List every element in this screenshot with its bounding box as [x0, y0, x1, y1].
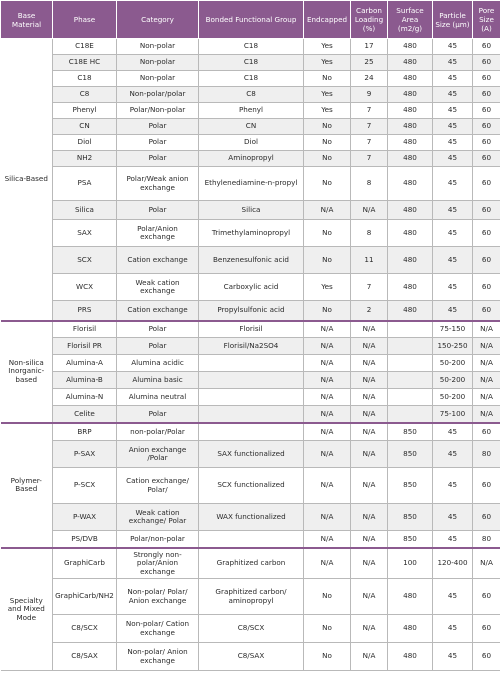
- cell-particle-size: 45: [433, 615, 473, 643]
- cell-category: Weak cation exchange: [117, 274, 199, 301]
- cell-particle-size: 45: [433, 71, 473, 87]
- cell-bonded-group: Silica: [199, 201, 304, 220]
- table-row: [1, 338, 500, 355]
- cell-carbon-loading: N/A: [351, 338, 388, 355]
- cell-bonded-group: Graphitized carbon: [199, 548, 304, 579]
- col-carbon-loading: Carbon Loading (%): [351, 1, 388, 39]
- cell-pore-size: N/A: [473, 548, 500, 579]
- table-row: [1, 201, 500, 220]
- cell-pore-size: 60: [473, 71, 500, 87]
- cell-carbon-loading: 2: [351, 301, 388, 321]
- table-row: [1, 406, 500, 423]
- col-bonded-group: Bonded Functional Group: [199, 1, 304, 39]
- cell-bonded-group: C8/SCX: [199, 615, 304, 643]
- cell-phase: Diol: [53, 135, 117, 151]
- cell-phase: P-SAX: [53, 441, 117, 468]
- cell-surface-area: 480: [388, 55, 433, 71]
- col-pore-size: Pore Size (A): [473, 1, 500, 39]
- cell-endcapped: No: [304, 119, 351, 135]
- cell-surface-area: [388, 389, 433, 406]
- cell-surface-area: 850: [388, 441, 433, 468]
- cell-endcapped: N/A: [304, 372, 351, 389]
- table-row: [1, 119, 500, 135]
- cell-particle-size: 45: [433, 247, 473, 274]
- cell-category: Alumina basic: [117, 372, 199, 389]
- cell-pore-size: 60: [473, 39, 500, 55]
- cell-bonded-group: C8: [199, 87, 304, 103]
- cell-endcapped: N/A: [304, 468, 351, 504]
- cell-carbon-loading: N/A: [351, 643, 388, 671]
- cell-category: Polar/Weak anion exchange: [117, 167, 199, 201]
- table-row: [1, 441, 500, 468]
- cell-category: Polar/non-polar: [117, 531, 199, 548]
- cell-particle-size: 120-400: [433, 548, 473, 579]
- cell-surface-area: 480: [388, 247, 433, 274]
- cell-endcapped: No: [304, 301, 351, 321]
- cell-category: Polar: [117, 119, 199, 135]
- cell-bonded-group: Graphitized carbon/ aminopropyl: [199, 579, 304, 615]
- cell-bonded-group: [199, 372, 304, 389]
- cell-particle-size: 45: [433, 579, 473, 615]
- cell-particle-size: 45: [433, 301, 473, 321]
- cell-bonded-group: [199, 355, 304, 372]
- cell-phase: SCX: [53, 247, 117, 274]
- base-material-group: Polymer-Based: [1, 423, 53, 548]
- cell-bonded-group: [199, 531, 304, 548]
- cell-phase: Alumina-A: [53, 355, 117, 372]
- cell-carbon-loading: 7: [351, 119, 388, 135]
- table-row: [1, 151, 500, 167]
- col-particle-size: Particle Size (µm): [433, 1, 473, 39]
- table-header: [1, 1, 500, 39]
- cell-surface-area: [388, 321, 433, 338]
- cell-surface-area: 480: [388, 274, 433, 301]
- table-row: [1, 372, 500, 389]
- cell-phase: C18E: [53, 39, 117, 55]
- cell-bonded-group: CN: [199, 119, 304, 135]
- cell-carbon-loading: N/A: [351, 531, 388, 548]
- cell-category: Cation exchange/ Polar/: [117, 468, 199, 504]
- cell-category: Non-polar/ Polar/ Anion exchange: [117, 579, 199, 615]
- cell-particle-size: 45: [433, 87, 473, 103]
- cell-bonded-group: Diol: [199, 135, 304, 151]
- cell-category: Cation exchange: [117, 301, 199, 321]
- cell-surface-area: 850: [388, 504, 433, 531]
- cell-phase: P-SCX: [53, 468, 117, 504]
- cell-category: non-polar/Polar: [117, 423, 199, 441]
- cell-surface-area: [388, 355, 433, 372]
- table-row: [1, 71, 500, 87]
- cell-particle-size: 45: [433, 119, 473, 135]
- cell-carbon-loading: 7: [351, 151, 388, 167]
- cell-phase: C8/SCX: [53, 615, 117, 643]
- cell-carbon-loading: N/A: [351, 355, 388, 372]
- cell-surface-area: 480: [388, 135, 433, 151]
- cell-surface-area: 480: [388, 167, 433, 201]
- cell-pore-size: 60: [473, 55, 500, 71]
- cell-surface-area: 480: [388, 103, 433, 119]
- col-category: Category: [117, 1, 199, 39]
- cell-carbon-loading: 8: [351, 220, 388, 247]
- cell-category: Alumina neutral: [117, 389, 199, 406]
- cell-endcapped: No: [304, 615, 351, 643]
- base-material-group: Silica-Based: [1, 39, 53, 321]
- cell-endcapped: No: [304, 247, 351, 274]
- cell-phase: NH2: [53, 151, 117, 167]
- cell-surface-area: [388, 372, 433, 389]
- cell-pore-size: 60: [473, 423, 500, 441]
- cell-phase: PRS: [53, 301, 117, 321]
- cell-endcapped: N/A: [304, 389, 351, 406]
- cell-particle-size: 45: [433, 135, 473, 151]
- cell-phase: P-WAX: [53, 504, 117, 531]
- cell-endcapped: No: [304, 579, 351, 615]
- cell-particle-size: 50-200: [433, 355, 473, 372]
- cell-particle-size: 50-200: [433, 372, 473, 389]
- cell-endcapped: N/A: [304, 531, 351, 548]
- cell-endcapped: No: [304, 643, 351, 671]
- cell-carbon-loading: N/A: [351, 423, 388, 441]
- cell-bonded-group: Propylsulfonic acid: [199, 301, 304, 321]
- cell-bonded-group: [199, 406, 304, 423]
- cell-phase: WCX: [53, 274, 117, 301]
- cell-category: Cation exchange: [117, 247, 199, 274]
- col-phase: Phase: [53, 1, 117, 39]
- cell-endcapped: No: [304, 167, 351, 201]
- cell-endcapped: No: [304, 135, 351, 151]
- cell-bonded-group: WAX functionalized: [199, 504, 304, 531]
- col-surface-area: Surface Area (m2/g): [388, 1, 433, 39]
- table-row: [1, 548, 500, 579]
- cell-particle-size: 75-150: [433, 321, 473, 338]
- cell-surface-area: 850: [388, 531, 433, 548]
- cell-pore-size: 60: [473, 103, 500, 119]
- cell-phase: Florisil: [53, 321, 117, 338]
- cell-phase: SAX: [53, 220, 117, 247]
- cell-endcapped: Yes: [304, 39, 351, 55]
- cell-phase: BRP: [53, 423, 117, 441]
- cell-phase: Phenyl: [53, 103, 117, 119]
- cell-endcapped: No: [304, 220, 351, 247]
- cell-bonded-group: Trimethylaminopropyl: [199, 220, 304, 247]
- cell-category: Anion exchange /Polar: [117, 441, 199, 468]
- table-row: [1, 504, 500, 531]
- cell-pore-size: N/A: [473, 406, 500, 423]
- table-row: [1, 135, 500, 151]
- cell-pore-size: 60: [473, 151, 500, 167]
- cell-phase: Silica: [53, 201, 117, 220]
- cell-pore-size: 60: [473, 167, 500, 201]
- cell-pore-size: N/A: [473, 338, 500, 355]
- cell-carbon-loading: N/A: [351, 548, 388, 579]
- cell-particle-size: 150-250: [433, 338, 473, 355]
- cell-surface-area: 850: [388, 468, 433, 504]
- cell-category: Non-polar: [117, 39, 199, 55]
- cell-surface-area: 480: [388, 579, 433, 615]
- cell-phase: Alumina-B: [53, 372, 117, 389]
- cell-category: Alumina acidic: [117, 355, 199, 372]
- cell-category: Non-polar/ Anion exchange: [117, 643, 199, 671]
- cell-particle-size: 45: [433, 167, 473, 201]
- table-row: [1, 220, 500, 247]
- cell-pore-size: N/A: [473, 389, 500, 406]
- table-row: [1, 55, 500, 71]
- cell-category: Polar/Anion exchange: [117, 220, 199, 247]
- cell-endcapped: N/A: [304, 423, 351, 441]
- table-row: [1, 615, 500, 643]
- col-endcapped: Endcapped: [304, 1, 351, 39]
- cell-category: Polar: [117, 406, 199, 423]
- cell-particle-size: 45: [433, 441, 473, 468]
- cell-bonded-group: C18: [199, 71, 304, 87]
- cell-carbon-loading: N/A: [351, 468, 388, 504]
- cell-endcapped: N/A: [304, 338, 351, 355]
- cell-surface-area: 480: [388, 39, 433, 55]
- cell-carbon-loading: 17: [351, 39, 388, 55]
- cell-pore-size: 60: [473, 119, 500, 135]
- cell-carbon-loading: N/A: [351, 441, 388, 468]
- cell-carbon-loading: 8: [351, 167, 388, 201]
- table-row: [1, 103, 500, 119]
- cell-phase: C18E HC: [53, 55, 117, 71]
- cell-endcapped: N/A: [304, 441, 351, 468]
- cell-pore-size: 60: [473, 301, 500, 321]
- cell-particle-size: 50-200: [433, 389, 473, 406]
- base-material-group: Specialty and Mixed Mode: [1, 548, 53, 671]
- cell-category: Polar: [117, 201, 199, 220]
- cell-phase: PSA: [53, 167, 117, 201]
- cell-category: Non-polar: [117, 71, 199, 87]
- table-row: [1, 167, 500, 201]
- cell-particle-size: 45: [433, 201, 473, 220]
- base-material-group: Non-silica Inorganic-based: [1, 321, 53, 423]
- cell-bonded-group: C18: [199, 39, 304, 55]
- cell-particle-size: 45: [433, 55, 473, 71]
- cell-bonded-group: Ethylenediamine-n-propyl: [199, 167, 304, 201]
- cell-carbon-loading: N/A: [351, 389, 388, 406]
- cell-phase: GraphiCarb/NH2: [53, 579, 117, 615]
- cell-bonded-group: Carboxylic acid: [199, 274, 304, 301]
- cell-surface-area: 480: [388, 615, 433, 643]
- cell-carbon-loading: N/A: [351, 406, 388, 423]
- cell-category: Polar: [117, 321, 199, 338]
- cell-phase: C18: [53, 71, 117, 87]
- cell-pore-size: 80: [473, 531, 500, 548]
- cell-bonded-group: Aminopropyl: [199, 151, 304, 167]
- cell-pore-size: 60: [473, 274, 500, 301]
- cell-bonded-group: [199, 423, 304, 441]
- cell-bonded-group: Benzenesulfonic acid: [199, 247, 304, 274]
- cell-category: Polar: [117, 338, 199, 355]
- table-row: [1, 87, 500, 103]
- cell-pore-size: 60: [473, 201, 500, 220]
- cell-endcapped: Yes: [304, 87, 351, 103]
- cell-category: Polar: [117, 151, 199, 167]
- cell-particle-size: 45: [433, 504, 473, 531]
- cell-phase: CN: [53, 119, 117, 135]
- cell-carbon-loading: N/A: [351, 579, 388, 615]
- cell-pore-size: 60: [473, 504, 500, 531]
- cell-pore-size: N/A: [473, 372, 500, 389]
- cell-surface-area: [388, 406, 433, 423]
- cell-pore-size: 60: [473, 135, 500, 151]
- table-row: [1, 39, 500, 55]
- cell-particle-size: 75-100: [433, 406, 473, 423]
- cell-endcapped: N/A: [304, 321, 351, 338]
- cell-carbon-loading: 9: [351, 87, 388, 103]
- col-base-material: Base Material: [1, 1, 53, 39]
- cell-surface-area: 100: [388, 548, 433, 579]
- cell-endcapped: N/A: [304, 406, 351, 423]
- cell-endcapped: N/A: [304, 355, 351, 372]
- cell-pore-size: 60: [473, 247, 500, 274]
- cell-particle-size: 45: [433, 220, 473, 247]
- cell-bonded-group: SCX functionalized: [199, 468, 304, 504]
- table-row: [1, 247, 500, 274]
- cell-bonded-group: C18: [199, 55, 304, 71]
- cell-phase: C8/SAX: [53, 643, 117, 671]
- cell-bonded-group: [199, 389, 304, 406]
- cell-carbon-loading: 11: [351, 247, 388, 274]
- cell-phase: GraphiCarb: [53, 548, 117, 579]
- cell-surface-area: 480: [388, 151, 433, 167]
- cell-carbon-loading: N/A: [351, 504, 388, 531]
- table-row: [1, 321, 500, 338]
- table-row: [1, 531, 500, 548]
- cell-category: Non-polar: [117, 55, 199, 71]
- cell-carbon-loading: N/A: [351, 615, 388, 643]
- cell-bonded-group: Florisil: [199, 321, 304, 338]
- cell-endcapped: No: [304, 151, 351, 167]
- cell-endcapped: N/A: [304, 504, 351, 531]
- cell-pore-size: 80: [473, 441, 500, 468]
- cell-particle-size: 45: [433, 274, 473, 301]
- cell-carbon-loading: 7: [351, 274, 388, 301]
- cell-pore-size: 60: [473, 220, 500, 247]
- cell-particle-size: 45: [433, 643, 473, 671]
- cell-surface-area: 480: [388, 71, 433, 87]
- cell-surface-area: 480: [388, 201, 433, 220]
- cell-pore-size: N/A: [473, 321, 500, 338]
- cell-surface-area: 480: [388, 220, 433, 247]
- cell-bonded-group: SAX functionalized: [199, 441, 304, 468]
- cell-endcapped: Yes: [304, 274, 351, 301]
- cell-pore-size: 60: [473, 468, 500, 504]
- table-row: [1, 468, 500, 504]
- cell-bonded-group: Florisil/Na2SO4: [199, 338, 304, 355]
- cell-pore-size: N/A: [473, 355, 500, 372]
- cell-carbon-loading: N/A: [351, 201, 388, 220]
- table-row: [1, 355, 500, 372]
- cell-carbon-loading: 25: [351, 55, 388, 71]
- table-row: [1, 301, 500, 321]
- cell-surface-area: 480: [388, 301, 433, 321]
- cell-bonded-group: Phenyl: [199, 103, 304, 119]
- cell-pore-size: 60: [473, 615, 500, 643]
- cell-carbon-loading: 24: [351, 71, 388, 87]
- cell-carbon-loading: 7: [351, 103, 388, 119]
- cell-category: Non-polar/ Cation exchange: [117, 615, 199, 643]
- cell-category: Weak cation exchange/ Polar: [117, 504, 199, 531]
- cell-particle-size: 45: [433, 423, 473, 441]
- cell-phase: Alumina-N: [53, 389, 117, 406]
- cell-particle-size: 45: [433, 103, 473, 119]
- table-row: [1, 274, 500, 301]
- cell-particle-size: 45: [433, 39, 473, 55]
- cell-endcapped: N/A: [304, 548, 351, 579]
- cell-phase: Celite: [53, 406, 117, 423]
- table-row: [1, 643, 500, 671]
- cell-surface-area: 850: [388, 423, 433, 441]
- cell-bonded-group: C8/SAX: [199, 643, 304, 671]
- cell-category: Polar: [117, 135, 199, 151]
- cell-endcapped: Yes: [304, 55, 351, 71]
- table-row: [1, 423, 500, 441]
- cell-category: Polar/Non-polar: [117, 103, 199, 119]
- cell-carbon-loading: N/A: [351, 321, 388, 338]
- cell-pore-size: 60: [473, 579, 500, 615]
- cell-pore-size: 60: [473, 87, 500, 103]
- cell-category: Strongly non-polar/Anion exchange: [117, 548, 199, 579]
- cell-carbon-loading: N/A: [351, 372, 388, 389]
- table-row: [1, 389, 500, 406]
- cell-phase: PS/DVB: [53, 531, 117, 548]
- cell-endcapped: Yes: [304, 103, 351, 119]
- table-body: [1, 39, 500, 671]
- cell-phase: Florisil PR: [53, 338, 117, 355]
- cell-particle-size: 45: [433, 468, 473, 504]
- cell-particle-size: 45: [433, 531, 473, 548]
- cell-surface-area: 480: [388, 87, 433, 103]
- cell-endcapped: N/A: [304, 201, 351, 220]
- cell-surface-area: 480: [388, 119, 433, 135]
- cell-category: Non-polar/polar: [117, 87, 199, 103]
- cell-carbon-loading: 7: [351, 135, 388, 151]
- cell-pore-size: 60: [473, 643, 500, 671]
- cell-phase: C8: [53, 87, 117, 103]
- cell-endcapped: No: [304, 71, 351, 87]
- table-row: [1, 579, 500, 615]
- cell-surface-area: [388, 338, 433, 355]
- cell-particle-size: 45: [433, 151, 473, 167]
- cell-surface-area: 480: [388, 643, 433, 671]
